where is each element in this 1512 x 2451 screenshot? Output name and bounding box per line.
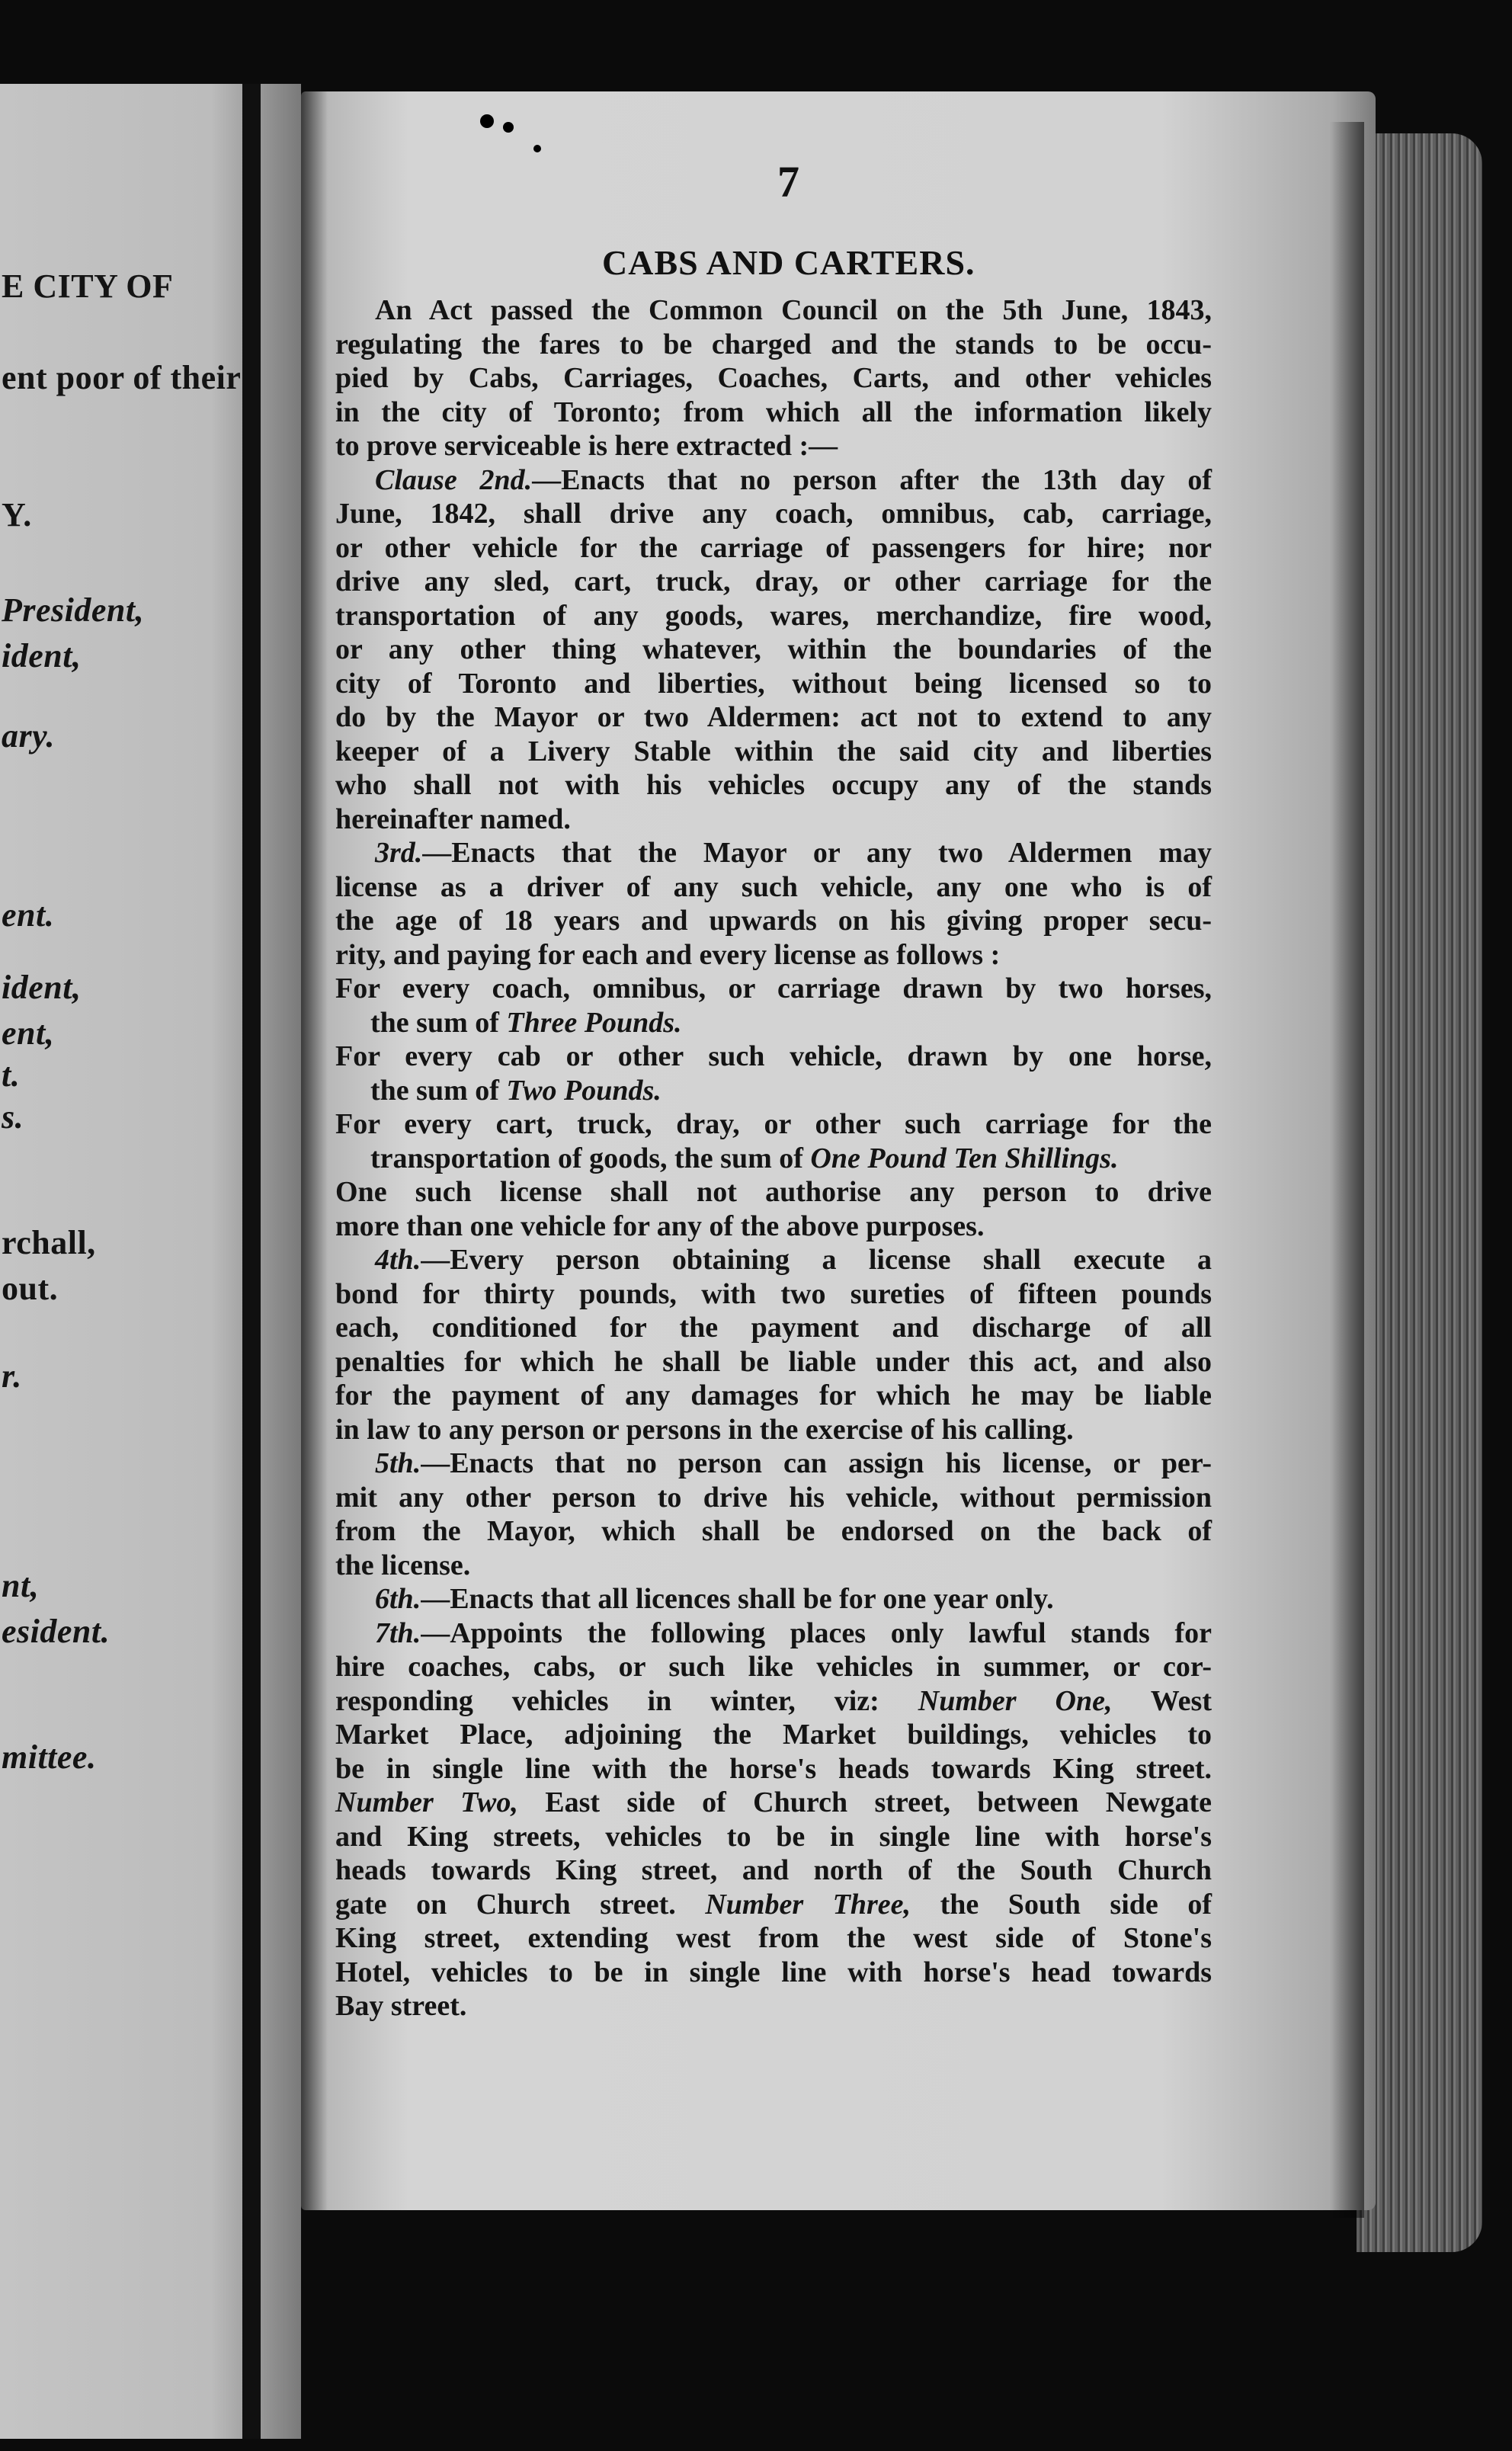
text-line: drive any sled, cart, truck, dray, or other carriage for the [335,565,1212,598]
text-line: June, 1842, shall drive any coach, omnibus, cab, carriage, [335,498,1212,530]
text-line: 5th.—Enacts that no person can assign his license, or per- [375,1447,1212,1479]
text-line: hire coaches, cabs, or such like vehicles in summer, or cor- [335,1651,1212,1683]
ink-spot [533,145,541,152]
text-line: for the payment of any damages for which he may be liable [335,1379,1212,1411]
text-line: city of Toronto and liberties, without being licensed so to [335,667,1212,700]
left-page-line: President, [2,591,145,629]
left-page-line: esident. [2,1613,111,1650]
text-line: bond for thirty pounds, with two sureties of fifteen pounds [335,1277,1212,1310]
page-number: 7 [777,157,799,207]
left-page-line: mittee. [2,1738,97,1776]
text-line: For every coach, omnibus, or carriage drawn by two horses, [335,972,1212,1004]
left-page-line: s. [2,1098,24,1136]
text-line: 3rd.—Enacts that the Mayor or any two Aldermen may [375,837,1212,869]
left-page-line: nt, [2,1567,40,1604]
left-page-line: Y. [2,496,32,533]
text-line: responding vehicles in winter, viz: Number One, West [335,1684,1212,1717]
text-line: transportation of any goods, wares, merchandize, fire wood, [335,599,1212,632]
text-line: rity, and paying for each and every license as follows : [335,938,1001,971]
text-line: each, conditioned for the payment and discharge of all [335,1312,1212,1344]
text-line: transportation of goods, the sum of One Pound Ten Shillings. [370,1142,1119,1174]
left-page-line: ent, [2,1014,55,1052]
text-line: regulating the fares to be charged and the stands to be occu- [335,328,1212,360]
text-line: mit any other person to drive his vehicle, without permission [335,1481,1212,1514]
left-page-line: ident, [2,637,82,674]
page-edge-shadow [1330,122,1364,2218]
text-line: heads towards King street, and north of the South Church [335,1854,1212,1886]
ink-spot [480,114,494,128]
text-line: the sum of Three Pounds. [370,1006,682,1039]
text-line: and King streets, vehicles to be in single line with horse's [335,1820,1212,1853]
text-line: in law to any person or persons in the exercise of his calling. [335,1413,1074,1446]
text-line: the age of 18 years and upwards on his giving proper secu- [335,905,1212,937]
text-line: For every cart, truck, dray, or other such carriage for the [335,1108,1212,1140]
text-line: Market Place, adjoining the Market buildings, vehicles to [335,1719,1212,1751]
text-line: from the Mayor, which shall be endorsed on the back of [335,1515,1212,1547]
ink-spot [503,122,514,133]
left-page-line: ary. [2,717,56,755]
text-line: King street, extending west from the west side of Stone's [335,1922,1212,1954]
section-title: CABS AND CARTERS. [602,243,975,282]
text-line: 4th.—Every person obtaining a license shall execute a [375,1244,1212,1276]
text-line: Hotel, vehicles to be in single line with horse's head towards [335,1956,1212,1988]
text-line: Bay street. [335,1990,467,2022]
text-line: more than one vehicle for any of the above purposes. [335,1209,985,1242]
left-page-line: r. [2,1357,22,1395]
left-page-line: ent. [2,896,55,934]
text-line: One such license shall not authorise any person to drive [335,1176,1212,1208]
text-line: the sum of Two Pounds. [370,1074,662,1107]
text-line: or other vehicle for the carriage of passengers for hire; nor [335,531,1212,564]
left-page-line: out. [2,1270,59,1307]
text-line: 6th.—Enacts that all licences shall be for one year only. [375,1583,1054,1615]
text-line: be in single line with the horse's heads towards King street. [335,1752,1212,1785]
left-page-line: ent poor of their [2,359,242,396]
text-line: or any other thing whatever, within the boundaries of the [335,633,1212,665]
text-line: pied by Cabs, Carriages, Coaches, Carts, and other vehicles [335,362,1212,394]
left-page-line: ident, [2,969,82,1006]
text-line: hereinafter named. [335,803,571,835]
text-line: who shall not with his vehicles occupy any of the stands [335,769,1212,801]
text-line: in the city of Toronto; from which all the information likely [335,396,1212,428]
text-line: keeper of a Livery Stable within the said city and liberties [335,735,1212,767]
text-line: Clause 2nd.—Enacts that no person after the 13th day of [375,463,1212,496]
book-gutter [242,84,261,2439]
text-line: license as a driver of any such vehicle, any one who is of [335,870,1212,903]
text-line: do by the Mayor or two Aldermen: act not to extend to any [335,701,1212,733]
text-line: For every cab or other such vehicle, drawn by one horse, [335,1040,1212,1072]
text-line: 7th.—Appoints the following places only lawful stands for [375,1616,1212,1649]
text-line: the license. [335,1549,471,1581]
text-line: An Act passed the Common Council on the 5th June, 1843, [375,294,1212,326]
text-line: penalties for which he shall be liable under this act, and also [335,1345,1212,1378]
text-line: gate on Church street. Number Three, the South side of [335,1888,1212,1921]
left-page-line: E CITY OF [2,268,174,305]
left-page-line: rchall, [2,1224,96,1261]
text-line: to prove serviceable is here extracted :— [335,430,838,462]
left-page-line: t. [2,1056,21,1094]
text-line: Number Two, East side of Church street, between Newgate [335,1786,1212,1818]
body-text [335,293,1212,2023]
